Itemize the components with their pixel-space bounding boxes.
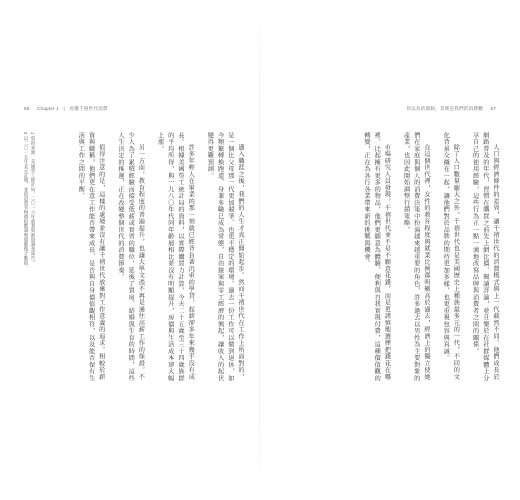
footnote-number: 1: [30, 132, 35, 135]
left-paragraph: 許多年輕人在畢業的那一刻就已經背負著沉重的學貸，起薪卻多年來幾乎沒有成長。根據美國勞工統計局的資料，以實際購買力計算，今天二十五歲至三十四歲族群的平均所得，與一九八〇年代同年齡層相比並沒有明顯提升，房價與生活成本卻大幅上漲。: [156, 132, 195, 382]
right-paragraph: 市場研究人員發現，千禧世代並不是不願意花錢，而是更謹慎地選擇把錢花在哪裡。比起擁有更多的物品，他們更願意為體驗、便利與自我實現付費，這種價值觀的轉變，正在為各行各業帶來新的挑戰與機會。: [362, 132, 391, 382]
footnote-text: 以二〇一五年美元計價，並依消費者物價指數調整通膨後之數值。: [23, 136, 28, 270]
footnotes: [14, 132, 36, 387]
right-page-number: 57: [490, 106, 496, 111]
chapter-label: Chapter 1: [37, 106, 59, 111]
footnote-text: 資料來源：美國勞工統計局，二〇一六年就業與薪資調查報告。: [30, 136, 35, 266]
left-paragraph: 另一方面，教育程度的普遍提升，也讓大學文憑不再是通往高薪工作的保證。不少人為了累積經驗而接受低薪或實習的職位，延後了買房、結婚與生育的時間，這些人生決定的推遲，正在改變整個世代的消費節奏。: [116, 132, 145, 382]
right-paragraph: 人口與經濟條件的差異，讓千禧世代的消費模式與上一代截然不同。他們成長於網路普及的年代，習慣在購買之前先上網比價、閱讀評論，並且樂於在社群媒體上分享自己的使用經驗，這些行為正一點一滴地改寫品牌與消費者之間的關係。: [471, 132, 499, 382]
left-body-text: [40, 132, 245, 387]
right-running-head: [406, 106, 502, 112]
head-separator: |: [63, 106, 65, 111]
right-paragraph: 除了人口數量龐大之外，千禧世代也是美國歷史上種族最多元的一代，不同的文化背景交織在一起，讓他們對於品牌的期待更加多樣，也更重視包容與真誠。: [442, 132, 460, 381]
footnote-number: 2: [23, 132, 28, 135]
footnote: [29, 132, 36, 387]
left-paragraph: 值得注意的是，這樣的處境並沒有讓千禧世代放棄對工作意義的追求。相較於薪資與職稱，他們更在意工作能否帶來成長、是否與自身價值觀相符，以及能否保有生活與工作之間的平衡。: [77, 132, 105, 382]
section-title: 你以為的節制，其實是我們的消費觀: [406, 106, 483, 111]
footnote: [22, 132, 29, 387]
right-body-text: [282, 132, 500, 387]
right-paragraph: 在這個世代裡，女性的教育程度與就業比例都明顯高於過去，經濟上的獨立使她們在家庭與個人的消費決策中扮演越來越重要的角色，許多過去以男性為主要對象的產業，也因此開始調整行銷策略。: [402, 132, 430, 382]
chapter-title: 看懂千禧世代消費: [69, 106, 108, 111]
left-running-head: [18, 106, 108, 112]
right-page: [260, 0, 520, 500]
left-page-number: 56: [24, 106, 30, 111]
left-paragraph: 邁入職涯之後，我們的人生才真正開始起步。然而千禧世代在工作上所面對的，是一個比父母那一代更加競爭、也更不穩定的環境。過去一份工作可以做到退休，如今頻繁轉換跑道、身兼多職已成為常態，自由接案與零工經濟的興起，讓收入的起伏變得更難預測。: [206, 132, 244, 382]
